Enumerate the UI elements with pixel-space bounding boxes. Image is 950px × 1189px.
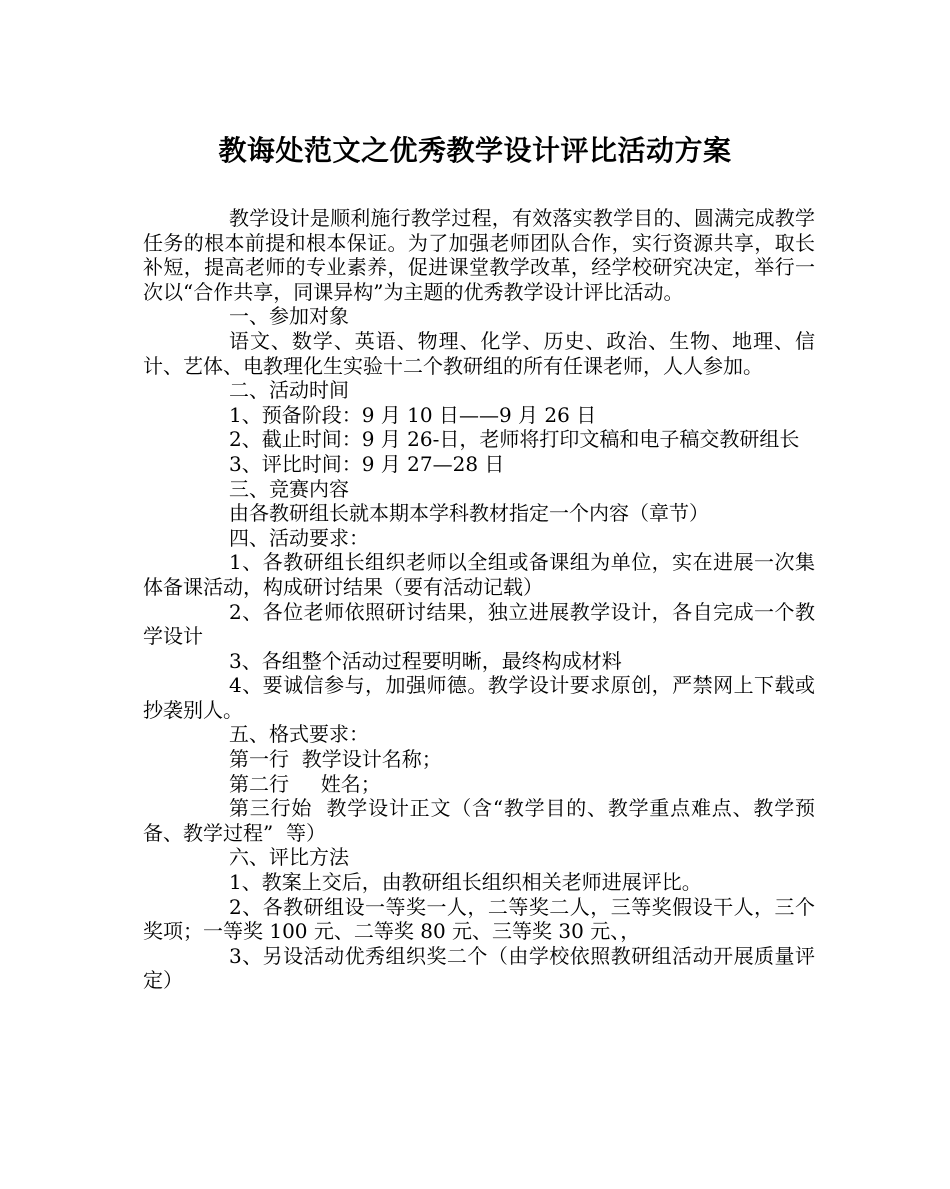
schedule-item: 2、截止时间：9 月 26-日，老师将打印文稿和电子稿交教研组长 <box>229 427 800 452</box>
section-heading-evaluation: 六、评比方法 <box>229 845 349 870</box>
section-heading-schedule: 二、活动时间 <box>229 378 349 403</box>
format-item: 第二行 姓名； <box>229 771 381 796</box>
participants-paragraph: 语文、数学、英语、物理、化学、历史、政治、生物、地理、信计、艺体、电教理化生实验十二个教研组的所有任课老师，人人参加。 <box>143 328 815 378</box>
section-heading-requirements: 四、活动要求： <box>229 525 369 550</box>
requirement-item: 3、各组整个活动过程要明晰，最终构成材料 <box>229 648 622 673</box>
requirement-item: 2、各位老师依照研讨结果，独立进展教学设计，各自完成一个教学设计 <box>143 599 815 649</box>
schedule-item: 1、预备阶段：9 月 10 日——9 月 26 日 <box>229 402 597 427</box>
document-title: 教诲处范文之优秀教学设计评比活动方案 <box>218 134 732 167</box>
format-item: 第一行 教学设计名称； <box>229 747 442 772</box>
content-paragraph: 由各教研组长就本期本学科教材指定一个内容（章节） <box>229 501 709 526</box>
intro-paragraph: 教学设计是顺利施行教学过程，有效落实教学目的、圆满完成教学任务的根本前提和根本保证。为了加强老师团队合作，实行资源共享，取长补短，提高老师的专业素养，促进课堂教学改革，经学校研究决定，举行一次以“合作共享，同课异构”为主题的优秀教学设计评比活动。 <box>143 206 815 304</box>
evaluation-item: 3、另设活动优秀组织奖二个（由学校依照教研组活动开展质量评定） <box>143 943 815 993</box>
format-item: 第三行始 教学设计正文（含“教学目的、教学重点难点、教学预备、教学过程” 等） <box>143 796 815 845</box>
schedule-item: 3、评比时间：9 月 27—28 日 <box>229 451 505 476</box>
section-heading-format: 五、格式要求： <box>229 722 369 747</box>
document-body <box>143 206 815 993</box>
section-heading-participants: 一、参加对象 <box>229 304 349 329</box>
evaluation-item: 2、各教研组设一等奖一人，二等奖二人，三等奖假设干人，三个奖项；一等奖 100 元、二等奖 80 元、三等奖 30 元、， <box>143 894 815 944</box>
requirement-item: 1、各教研组长组织老师以全组或备课组为单位，实在进展一次集体备课活动，构成研讨结果（要有活动记载） <box>143 550 815 599</box>
evaluation-item: 1、教案上交后，由教研组长组织相关老师进展评比。 <box>229 870 702 895</box>
section-heading-content: 三、竞赛内容 <box>229 476 349 501</box>
requirement-item: 4、要诚信参与，加强师德。教学设计要求原创，严禁网上下载或抄袭别人。 <box>143 673 815 722</box>
